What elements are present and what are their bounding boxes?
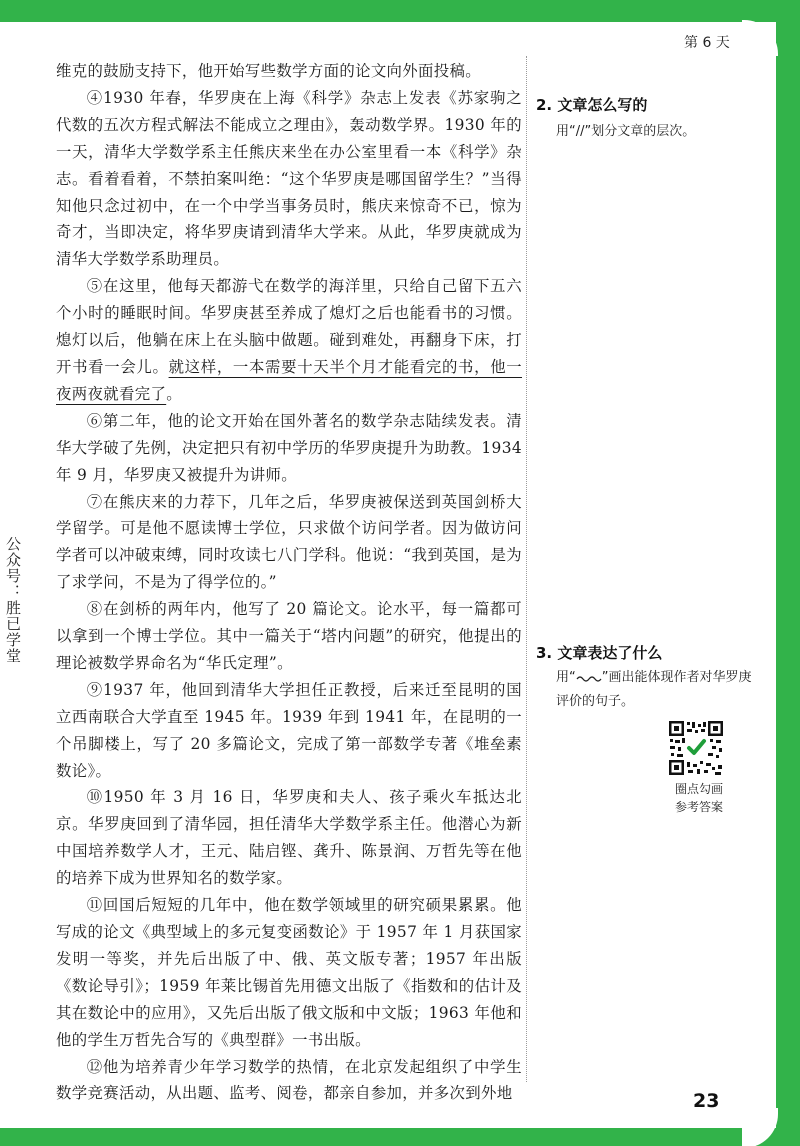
paragraph-9: ⑨1937 年，他回到清华大学担任正教授，后来迁至昆明的国立西南联合大学直至 1945 年。1939 年到 1941 年，在昆明的一个吊脚楼上，写了 20 多篇论文，完成了第一部数学专著《堆垒素数论》。	[56, 680, 522, 780]
qr-caption-line-2: 参考答案	[674, 800, 723, 814]
paragraph-6: ⑥第二年，他的论文开始在国外著名的数学杂志陆续发表。清华大学破了先例，决定把只有初中学历的华罗庚提升为助教。1934 年 9 月，华罗庚又被提升为讲师。	[56, 411, 522, 484]
paragraph-continued: 维克的鼓励支持下，他开始写些数学方面的论文向外面投稿。	[56, 62, 481, 80]
green-frame-top	[0, 0, 800, 22]
paragraph-12: ⑫他为培养青少年学习数学的热情，在北京发起组织了中学生数学竞赛活动，从出题、监考、阅卷，都亲自参加，并多次到外地	[56, 1057, 522, 1103]
paragraph-10: ⑩1950 年 3 月 16 日，华罗庚和夫人、孩子乘火车抵达北京。华罗庚回到了清华园，担任清华大学数学系主任。他潜心为新中国培养数学人才，王元、陆启铿、龚升、陈景润、万哲先等在他的培养下成为世界知名的数学家。	[56, 788, 522, 888]
question-2-instruction: 用“//”划分文章的层次。	[556, 124, 696, 139]
page-number: 23	[693, 1090, 720, 1112]
column-divider	[526, 56, 527, 1082]
paragraph-5-text: ⑤在这里，他每天都游弋在数学的海洋里，只给自己留下五六个小时的睡眠时间。华罗庚甚至养成了熄灯之后也能看书的习惯。熄灯以后，他躺在床上在头脑中做题。碰到难处，再翻身下床，打开书看一会儿。	[56, 277, 522, 376]
underlined-sentence: 就这样，一本需要十天半个月才能看完的书，他一夜两夜就看完了	[56, 357, 523, 403]
wavy-line-icon	[576, 673, 602, 683]
qr-caption-line-1: 圈点勾画	[674, 782, 723, 796]
question-3-title: 3. 文章表达了什么	[536, 644, 663, 662]
day-label: 第 6 天	[684, 35, 730, 51]
question-3-text-pre: 用“	[556, 670, 576, 685]
green-frame-bottom	[0, 1128, 800, 1146]
frame-corner-top-right	[742, 20, 778, 56]
paragraph-5-end: 。	[166, 384, 182, 403]
question-2-title: 2. 文章怎么写的	[536, 96, 648, 114]
qr-caption	[664, 780, 734, 816]
paragraph-4: ④1930 年春，华罗庚在上海《科学》杂志上发表《苏家驹之代数的五次方程式解法不能成立之理由》，轰动数学界。1930 年的一天，清华大学数学系主任熊庆来坐在办公室里看一本《科学》杂志。看着看着，不禁拍案叫绝：“这个华罗庚是哪国留学生？”当得知他只念过初中，在一个中学当事务员时，熊庆来惊奇不已，惊为奇才，当即决定，将华罗庚请到清华大学来。从此，华罗庚就成为清华大学数学系助理员。	[56, 88, 522, 269]
question-3-instruction	[556, 666, 756, 714]
question-3-text-post: ”画出能体现作者对华罗庚评价的句子。	[556, 670, 752, 709]
green-frame-right	[776, 0, 800, 1146]
paragraph-11: ⑪回国后短短的几年中，他在数学领域里的研究硕果累累。他写成的论文《典型域上的多元复变函数论》于 1957 年 1 月获国家发明一等奖，并先后出版了中、俄、英文版专著；1957 年出版《数论导引》；1959 年莱比锡首先用德文出版了《指数和的估计及其在数论中的应用》，又先后出版了俄文版和中文版；1963 年他和他的学生万哲先合写的《典型群》一书出版。	[56, 896, 522, 1049]
paragraph-8: ⑧在剑桥的两年内，他写了 20 篇论文。论水平，每一篇都可以拿到一个博士学位。其中一篇关于“塔内问题”的研究，他提出的理论被数学界命名为“华氏定理”。	[56, 600, 522, 672]
side-watermark-text: 公众号：胜已学堂	[4, 536, 22, 664]
paragraph-7: ⑦在熊庆来的力荐下，几年之后，华罗庚被保送到英国剑桥大学留学。可是他不愿读博士学位，只求做个访问学者。因为做访问学者可以冲破束缚，同时攻读七八门学科。他说：“我到英国，是为了求学问，不是为了得学位的。”	[56, 492, 522, 592]
paragraph-5	[56, 273, 522, 408]
article-body	[56, 58, 522, 1107]
qr-code-icon[interactable]	[668, 720, 724, 776]
